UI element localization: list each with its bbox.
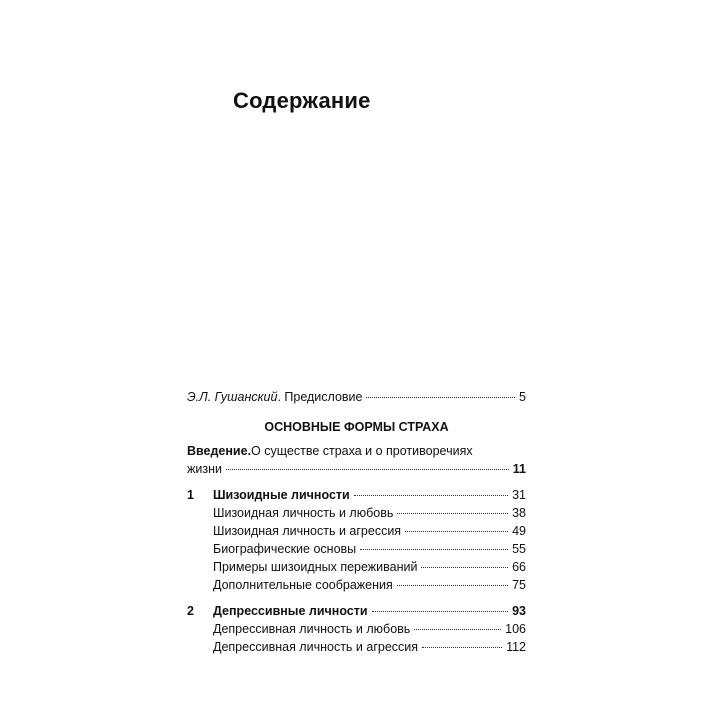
- subentry-label: Депрессивная личность и агрессия: [213, 640, 419, 654]
- dot-leader: [421, 567, 508, 568]
- intro-text: О существе страха и о противоречиях: [251, 444, 473, 458]
- toc-chapter-1: [187, 486, 526, 504]
- subentry-label: Биографические основы: [213, 542, 357, 556]
- chapter-number: 2: [187, 604, 194, 618]
- chapter-number: 1: [187, 488, 194, 502]
- subentry-label: Примеры шизоидных переживаний: [213, 560, 418, 574]
- intro-text-continued: жизни: [187, 462, 222, 476]
- toc-entry-introduction: [187, 442, 526, 478]
- toc-subentry: [187, 638, 526, 656]
- page-number: 93: [512, 604, 526, 618]
- toc-subentry: [187, 504, 526, 522]
- subentry-label: Депрессивная личность и любовь: [213, 622, 411, 636]
- intro-lead: Введение.: [187, 444, 252, 458]
- toc-subentry: [187, 576, 526, 594]
- page-number: 106: [505, 622, 526, 636]
- dot-leader: [226, 469, 509, 470]
- subentry-label: Шизоидная личность и агрессия: [213, 524, 402, 538]
- dot-leader: [397, 513, 508, 514]
- subentry-label: Дополнительные соображения: [213, 578, 393, 592]
- page-number: 75: [512, 578, 526, 592]
- toc-subentry: [187, 522, 526, 540]
- dot-leader: [397, 585, 508, 586]
- toc-chapter-2: [187, 602, 526, 620]
- dot-leader: [360, 549, 508, 550]
- toc-entry-preface: [187, 388, 526, 406]
- toc-subentry: [187, 620, 526, 638]
- preface-author: Э.Л. Гушанский: [187, 390, 278, 404]
- dot-leader: [414, 629, 501, 630]
- dot-leader: [366, 397, 515, 398]
- dot-leader: [422, 647, 502, 648]
- dot-leader: [372, 611, 509, 612]
- page-number: 31: [512, 488, 526, 502]
- preface-label: . Предисловие: [277, 390, 363, 404]
- page-number: 38: [512, 506, 526, 520]
- page-title: Содержание: [233, 88, 371, 113]
- dot-leader: [405, 531, 508, 532]
- section-heading: ОСНОВНЫЕ ФОРМЫ СТРАХА: [264, 420, 449, 434]
- toc-subentry: [187, 558, 526, 576]
- chapter-title: Шизоидные личности: [213, 488, 350, 502]
- toc-subentry: [187, 540, 526, 558]
- dot-leader: [354, 495, 508, 496]
- page-number: 55: [512, 542, 526, 556]
- page-number: 11: [512, 462, 526, 476]
- page-number: 49: [512, 524, 526, 538]
- subentry-label: Шизоидная личность и любовь: [213, 506, 394, 520]
- page-number: 5: [519, 390, 526, 404]
- chapter-title: Депрессивные личности: [213, 604, 368, 618]
- page-number: 66: [512, 560, 526, 574]
- page-number: 112: [506, 640, 526, 654]
- table-of-contents: [187, 388, 526, 656]
